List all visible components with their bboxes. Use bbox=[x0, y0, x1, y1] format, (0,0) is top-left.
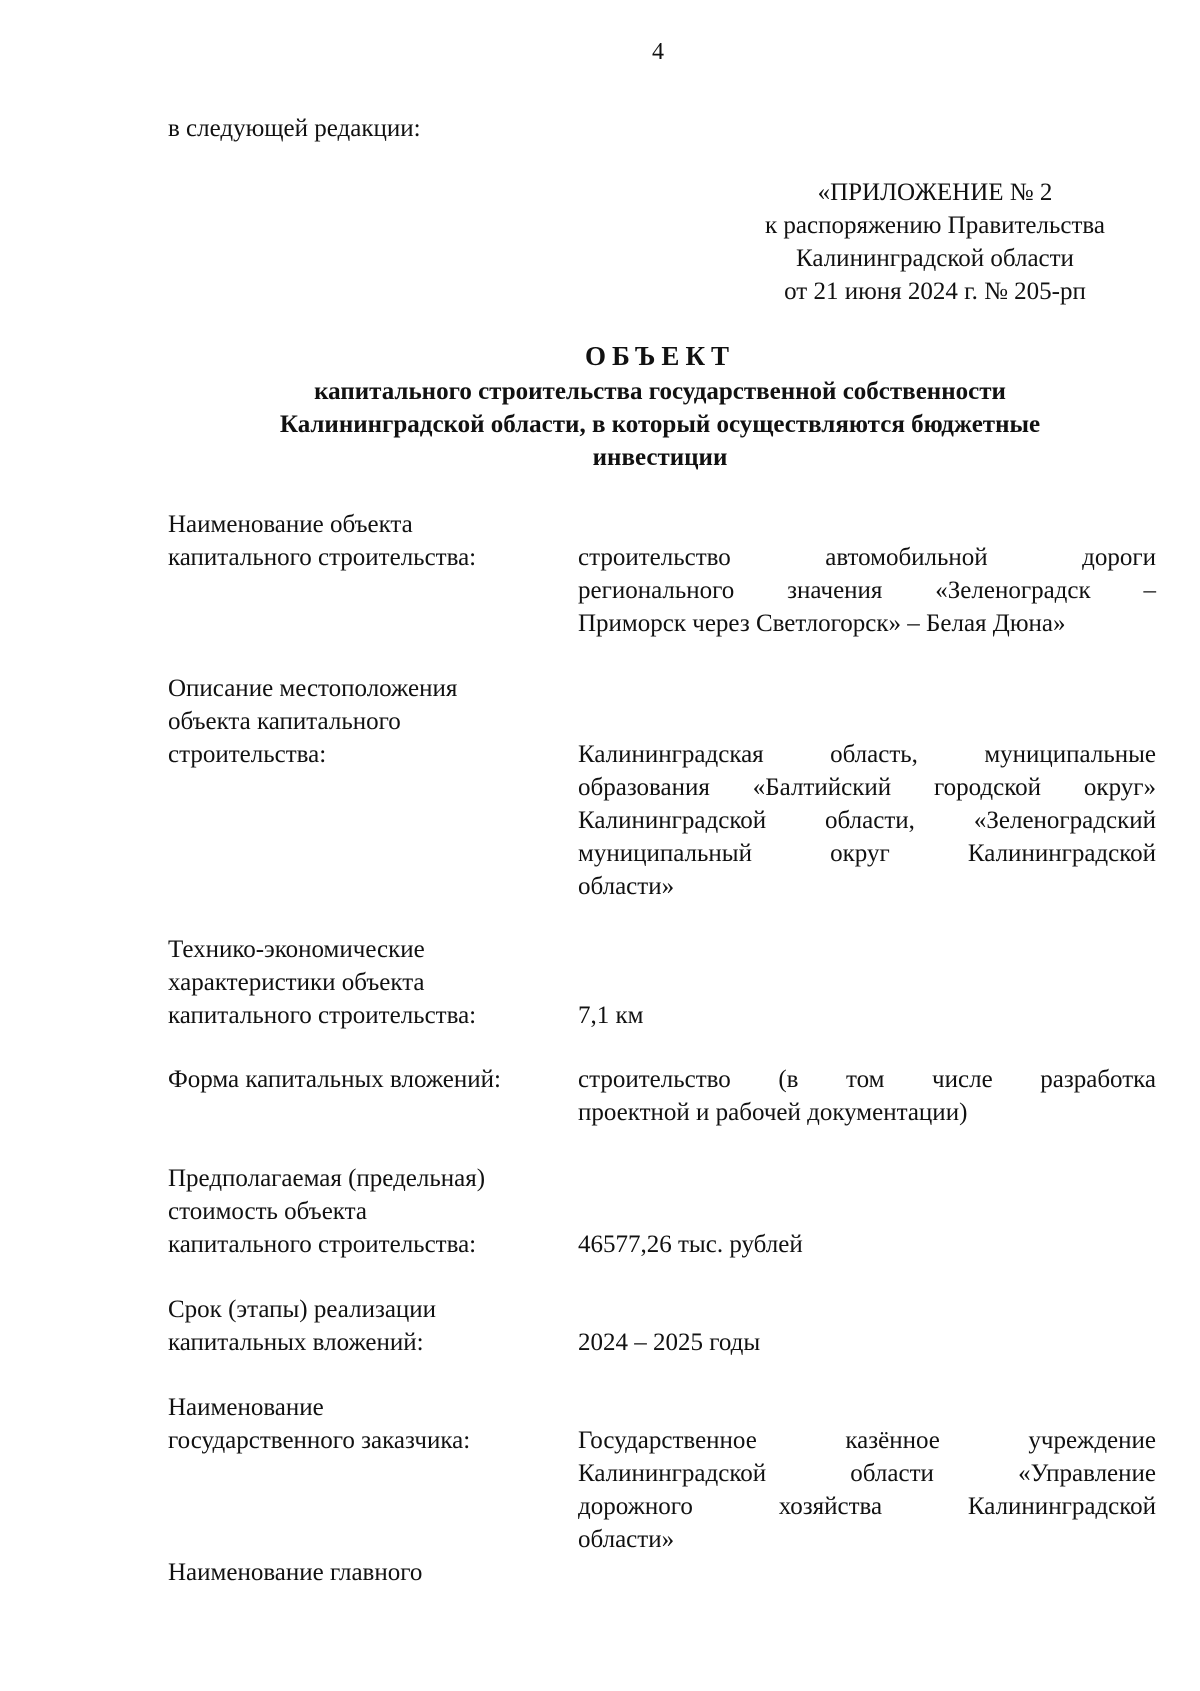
appendix-date: от 21 июня 2024 г. № 205-рп bbox=[784, 278, 1086, 305]
label-line: капитального строительства: bbox=[168, 1231, 477, 1258]
label-line: строительства: bbox=[168, 741, 327, 768]
value-line: области» bbox=[578, 873, 675, 900]
value-line: муниципальный округ Калининградской bbox=[578, 840, 1156, 867]
label-line: Наименование главного bbox=[168, 1559, 423, 1586]
value-line: Калининградской области, «Зеленоградский bbox=[578, 807, 1156, 834]
value-line: Калининградская область, муниципальные bbox=[578, 741, 1156, 768]
label-line: Предполагаемая (предельная) bbox=[168, 1165, 486, 1192]
field-name-label bbox=[168, 508, 538, 574]
value-line: 46577,26 тыс. рублей bbox=[578, 1231, 803, 1258]
value-line: строительство (в том числе разработка bbox=[578, 1066, 1156, 1093]
label-line: капитальных вложений: bbox=[168, 1329, 424, 1356]
label-line: характеристики объекта bbox=[168, 969, 425, 996]
field-location-value bbox=[578, 738, 1156, 903]
field-location-label bbox=[168, 672, 538, 771]
label-line: Срок (этапы) реализации bbox=[168, 1296, 437, 1323]
field-main-manager-label bbox=[168, 1556, 538, 1589]
value-line: строительство автомобильной дороги bbox=[578, 544, 1156, 571]
title-line-2: Калининградской области, в который осуществляются бюджетные bbox=[279, 411, 1041, 438]
appendix-region: Калининградской области bbox=[796, 245, 1074, 272]
value-line: проектной и рабочей документации) bbox=[578, 1099, 968, 1126]
title-line-1: капитального строительства государственной собственности bbox=[314, 378, 1006, 405]
field-cost-label bbox=[168, 1162, 538, 1261]
field-specs-value bbox=[578, 999, 1156, 1032]
intro-text: в следующей редакции: bbox=[168, 115, 421, 142]
value-line: 2024 – 2025 годы bbox=[578, 1329, 761, 1356]
document-title bbox=[200, 340, 1120, 474]
value-line: дорожного хозяйства Калининградской bbox=[578, 1493, 1156, 1520]
field-term-value bbox=[578, 1326, 1156, 1359]
value-line: образования «Балтийский городской округ» bbox=[578, 774, 1156, 801]
label-line: капитального строительства: bbox=[168, 1002, 477, 1029]
field-form-value bbox=[578, 1063, 1156, 1129]
value-line: Калининградской области «Управление bbox=[578, 1460, 1156, 1487]
appendix-header bbox=[735, 176, 1135, 308]
label-line: объекта капитального bbox=[168, 708, 401, 735]
field-term-label bbox=[168, 1293, 538, 1359]
appendix-reference: к распоряжению Правительства bbox=[764, 212, 1105, 239]
value-line: Государственное казённое учреждение bbox=[578, 1427, 1156, 1454]
field-cost-value bbox=[578, 1228, 1156, 1261]
value-line: Приморск через Светлогорск» – Белая Дюна» bbox=[578, 610, 1066, 637]
value-line: области» bbox=[578, 1526, 675, 1553]
label-line: Описание местоположения bbox=[168, 675, 458, 702]
label-line: государственного заказчика: bbox=[168, 1427, 471, 1454]
page-number: 4 bbox=[652, 39, 664, 65]
appendix-title: «ПРИЛОЖЕНИЕ № 2 bbox=[817, 179, 1053, 206]
value-line: регионального значения «Зеленоградск – bbox=[578, 577, 1156, 604]
label-line: стоимость объекта bbox=[168, 1198, 367, 1225]
label-line: Наименование bbox=[168, 1394, 324, 1421]
label-line: капитального строительства: bbox=[168, 544, 477, 571]
field-customer-value bbox=[578, 1424, 1156, 1556]
value-line: 7,1 км bbox=[578, 1002, 644, 1029]
label-line: Технико-экономические bbox=[168, 936, 425, 963]
field-form-label bbox=[168, 1063, 568, 1096]
field-customer-label bbox=[168, 1391, 538, 1457]
title-line-3: инвестиции bbox=[592, 444, 728, 471]
label-line: Наименование объекта bbox=[168, 511, 413, 538]
title-main: ОБЪЕКТ bbox=[584, 341, 736, 371]
label-line: Форма капитальных вложений: bbox=[168, 1066, 501, 1093]
field-specs-label bbox=[168, 933, 538, 1032]
field-name-value bbox=[578, 541, 1156, 640]
